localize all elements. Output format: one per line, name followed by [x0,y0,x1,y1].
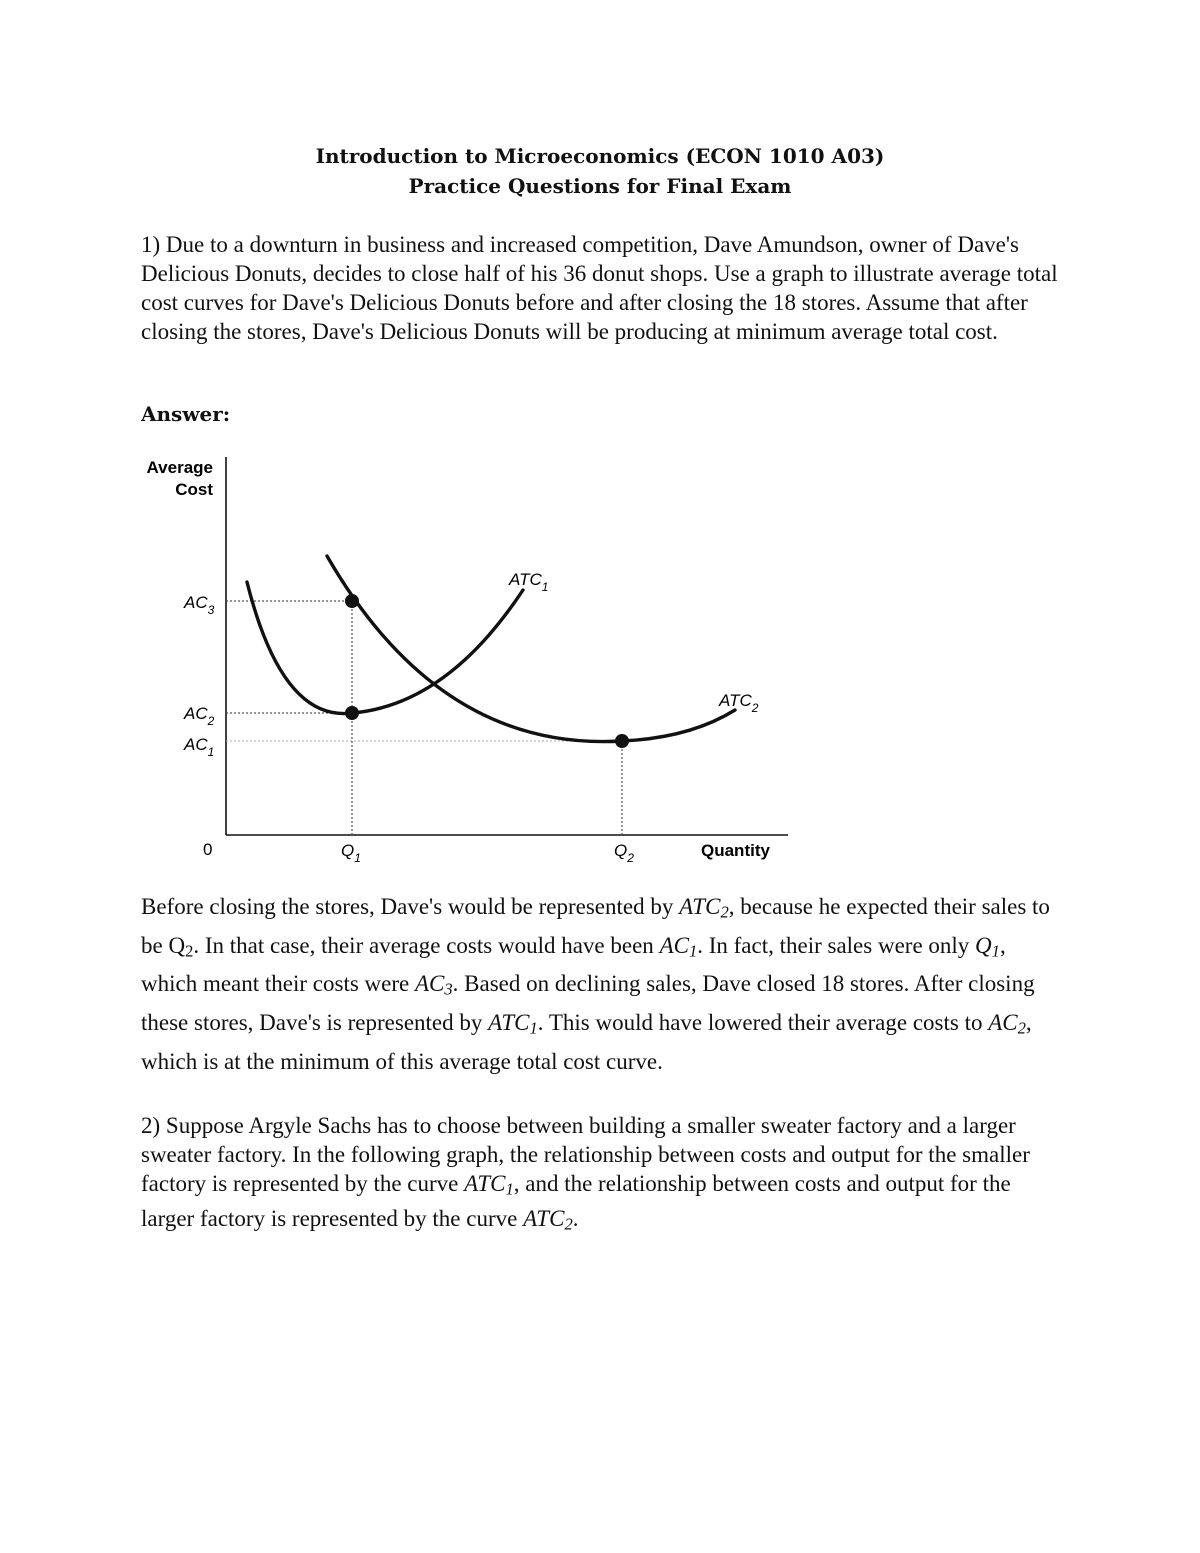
document-title: Introduction to Microeconomics (ECON 1010 A03) [315,144,885,168]
document-subtitle: Practice Questions for Final Exam [408,174,792,198]
x-axis-label: Quantity [701,841,770,860]
x-tick-q2: $Q_2$ [614,841,634,865]
y-axis-label-line2: Cost [175,480,213,499]
atc-chart [0,440,1200,910]
point-q1-ac3 [345,594,359,608]
y-axis-label-line1: Average [146,458,213,477]
question-2: 2) Suppose Argyle Sachs has to choose between building a smaller sweater factory and a larger sweater factory. In the following graph, the relationship between costs and output for the smaller factory is represented by the curve $ATC_1$, and the relationship between costs and output for the larger factory is represented by the curve $ATC_2$. [141,1113,1030,1234]
atc2-label: $ATC_2$ [719,691,759,715]
atc1-label: $ATC_1$ [509,570,549,594]
y-tick-ac1: $AC_1$ [184,735,215,759]
answer-explanation: Before closing the stores, Dave's would be represented by $ATC_2$, because he expected their sales to be $Q_2$. In that case, their average costs would have been $AC_1$. In fact, their sales were only $Q_1$, which meant their costs were $AC_3$. Based on declining sales, Dave closed 18 stores. After closing these stores, Dave's is represented by $ATC_1$. This would have lowered their average costs to $AC_2$, which is at the minimum of this average total cost curve. [141,894,1050,1074]
point-q2-ac1 [615,734,629,748]
atc1-curve [247,582,523,714]
x-tick-q1: $Q_1$ [341,841,361,865]
origin-label: 0 [203,840,213,859]
answer-label: Answer: [141,402,231,426]
y-tick-ac3: $AC_3$ [184,593,215,617]
question-1-text: 1) Due to a downturn in business and increased competition, Dave Amundson, owner of Dave's Delicious Donuts, decides to close half of his 36 donut shops. Use a graph to illustrate average total cost curves for Dave's Delicious Donuts before and after closing the 18 stores. Assume that after closing the stores, Dave's Delicious Donuts will be producing at minimum average total cost. [141,232,1058,344]
y-tick-ac2: $AC_2$ [184,704,215,728]
point-q1-ac2 [345,706,359,720]
question-1 [141,230,1066,346]
